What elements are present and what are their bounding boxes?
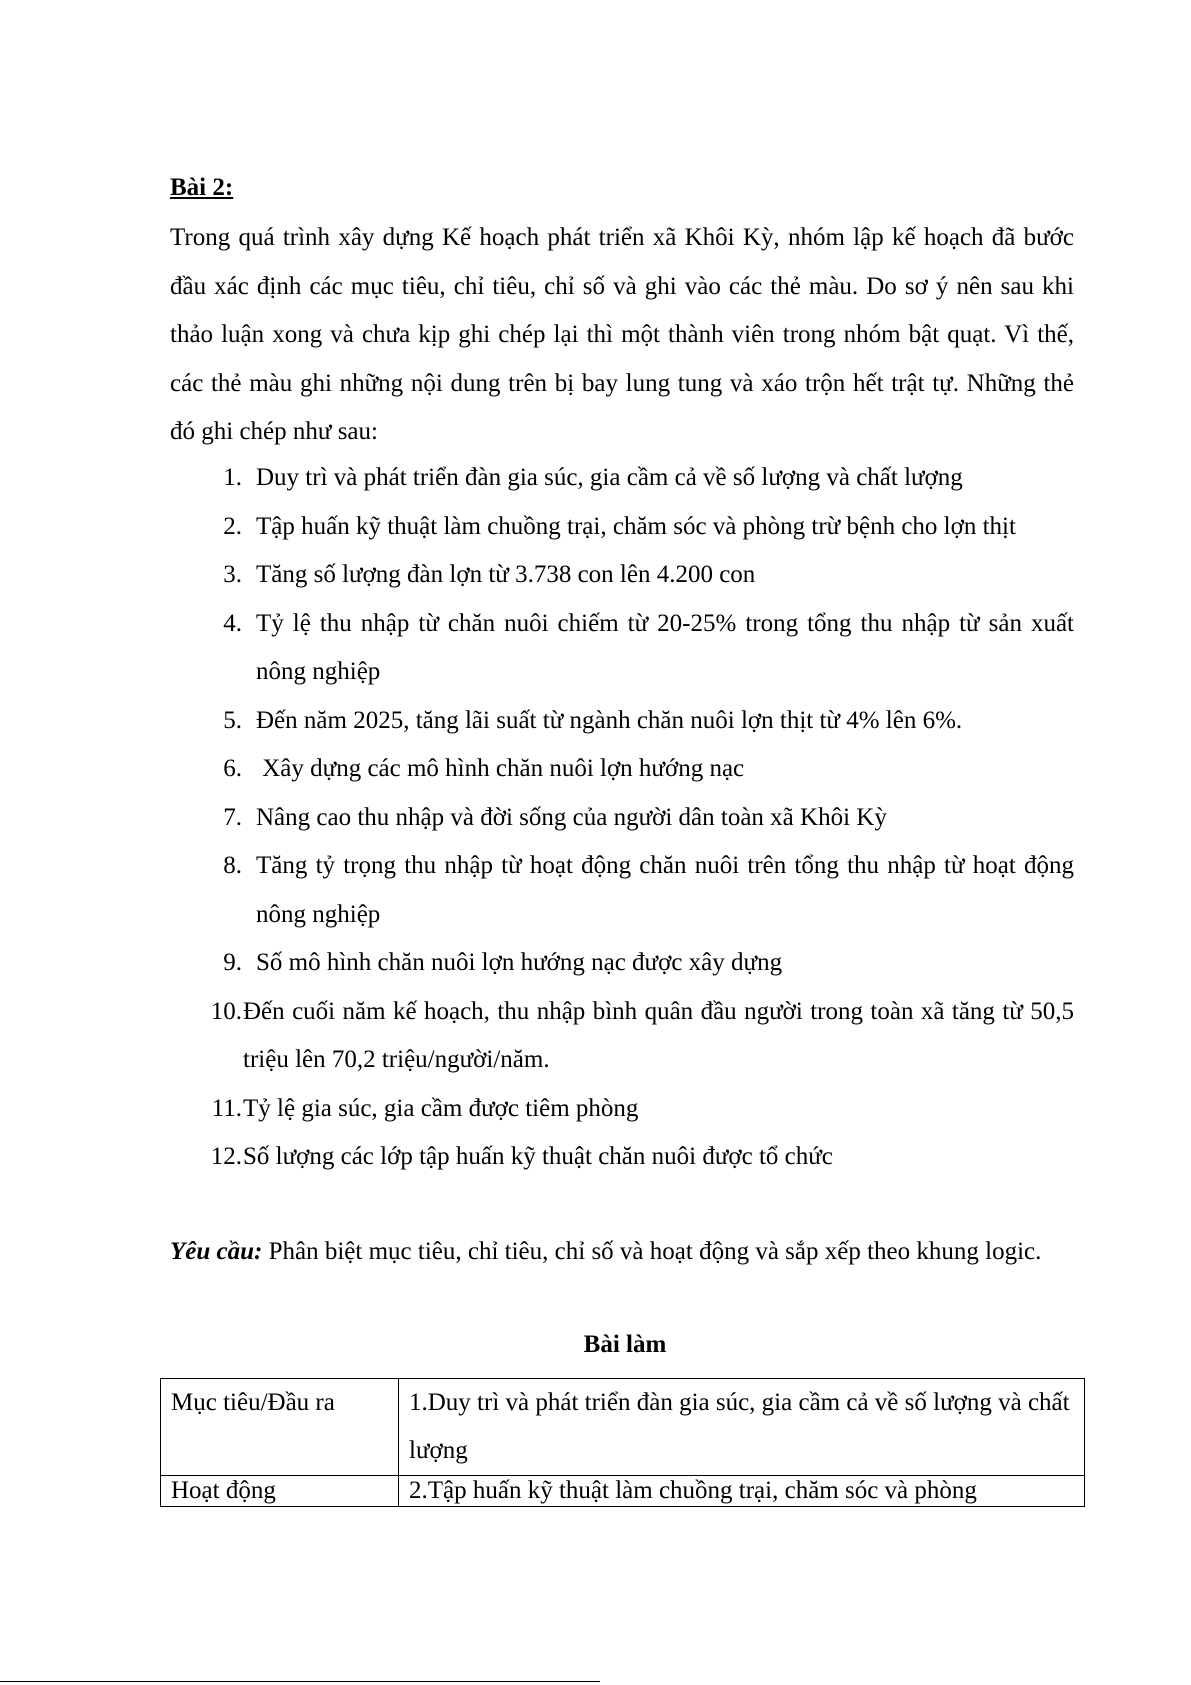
card-list — [170, 454, 1074, 1182]
list-item-number: 4. — [223, 609, 242, 637]
list-item — [170, 1133, 1074, 1182]
exercise-title: Bài 2: — [170, 174, 234, 201]
list-item-number: 2. — [223, 512, 242, 540]
table-cell — [161, 1476, 399, 1507]
list-item-text: Tỷ lệ thu nhập từ chăn nuôi chiếm từ 20-25% trong tổng thu nhập từ sản xuất nông nghiệp — [256, 609, 1074, 685]
answer-heading: Bài làm — [583, 1331, 667, 1358]
list-item-number: 9. — [223, 949, 242, 976]
list-item — [170, 939, 1074, 988]
list-item-text: Đến cuối năm kế hoạch, thu nhập bình quân đầu người trong toàn xã tăng từ 50,5 triệu lên 70,2 triệu/người/năm. — [243, 997, 1074, 1073]
list-item — [170, 503, 1074, 552]
list-item — [170, 794, 1074, 843]
list-item-number: 5. — [223, 706, 242, 734]
table-row — [161, 1476, 1085, 1507]
list-item-text: Tăng số lượng đàn lợn từ 3.738 con lên 4.200 con — [256, 561, 756, 588]
table-cell-content: 1.Duy trì và phát triển đàn gia súc, gia cầm cả về số lượng và chất lượng — [399, 1379, 1085, 1476]
list-item-text: Tỷ lệ gia súc, gia cầm được tiêm phòng — [243, 1094, 639, 1122]
page-bottom-rule — [0, 1681, 600, 1682]
list-item-text: Xây dựng các mô hình chăn nuôi lợn hướng nạc — [256, 755, 745, 782]
list-item-number: 8. — [223, 852, 242, 879]
table-cell-category: Mục tiêu/Đầu ra — [161, 1379, 399, 1476]
list-item-number: 11. — [211, 1094, 242, 1122]
list-item — [170, 988, 1074, 1085]
requirement-paragraph — [170, 1228, 1074, 1277]
table-cell-category: Hoạt động — [171, 1477, 276, 1504]
table-cell-content: 2.Tập huấn kỹ thuật làm chuồng trại, chăm sóc và phòng — [409, 1477, 977, 1504]
list-item — [170, 842, 1074, 939]
list-item-text: Tăng tỷ trọng thu nhập từ hoạt động chăn nuôi trên tổng thu nhập từ hoạt động nông nghiệp — [256, 852, 1074, 928]
list-item-text: Nâng cao thu nhập và đời sống của người dân toàn xã Khôi Kỳ — [256, 803, 887, 831]
list-item-number: 6. — [223, 755, 242, 782]
requirement-label: Yêu cầu: — [170, 1238, 263, 1265]
list-item-number: 7. — [223, 803, 242, 831]
list-item — [170, 600, 1074, 697]
intro-paragraph: Trong quá trình xây dựng Kế hoạch phát triển xã Khôi Kỳ, nhóm lập kế hoạch đã bước đầu xác định các mục tiêu, chỉ tiêu, chỉ số và ghi vào các thẻ màu. Do sơ ý nên sau khi thảo luận xong và chưa kịp ghi chép lại thì một thành viên trong nhóm bật quạt. Vì thế, các thẻ màu ghi những nội dung trên bị bay lung tung và xáo trộn hết trật tự. Những thẻ đó ghi chép như sau: — [170, 224, 1074, 445]
list-item-text: Số mô hình chăn nuôi lợn hướng nạc được xây dựng — [256, 949, 783, 976]
list-item-number: 10. — [210, 997, 242, 1025]
list-item — [170, 1085, 1074, 1134]
requirement-text: Phân biệt mục tiêu, chỉ tiêu, chỉ số và hoạt động và sắp xếp theo khung logic. — [262, 1238, 1042, 1265]
table-cell — [399, 1476, 1085, 1507]
list-item-text: Số lượng các lớp tập huấn kỹ thuật chăn nuôi được tổ chức — [243, 1143, 833, 1170]
logframe-table — [160, 1378, 1085, 1507]
list-item-number: 12. — [210, 1143, 242, 1170]
table-row — [161, 1379, 1085, 1476]
list-item-number: 1. — [223, 464, 242, 491]
list-item-text: Duy trì và phát triển đàn gia súc, gia cầm cả về số lượng và chất lượng — [256, 464, 963, 491]
list-item-number: 3. — [223, 561, 242, 588]
list-item — [170, 551, 1074, 600]
list-item — [170, 454, 1074, 503]
list-item-text: Tập huấn kỹ thuật làm chuồng trại, chăm sóc và phòng trừ bệnh cho lợn thịt — [256, 512, 1016, 540]
list-item — [170, 697, 1074, 746]
list-item — [170, 745, 1074, 794]
list-item-text: Đến năm 2025, tăng lãi suất từ ngành chăn nuôi lợn thịt từ 4% lên 6%. — [256, 706, 963, 734]
